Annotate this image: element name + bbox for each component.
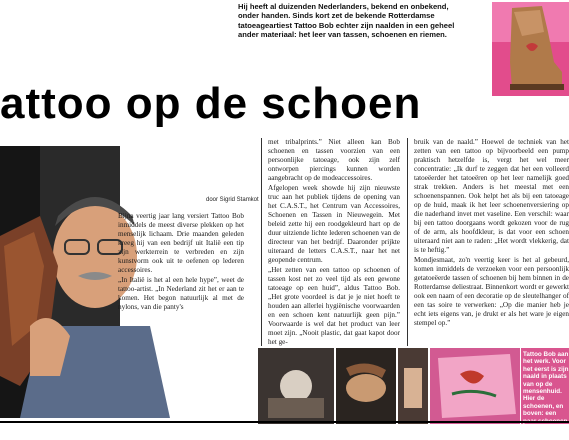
photo-strip-1: [258, 348, 334, 424]
photo-tattooed-boot: [492, 2, 569, 96]
article-column-3: [414, 138, 569, 346]
column-3-paragraph: bruik van de naald.” Hoewel de techniek van het zetten van een tattoo op bijvoorbeeld een pump praktisch hetzelfde is, vergt het wel meer concentratie: „Ik durf te zeggen dat het een volleerd tatoeëerder het tatoeëren op het leer namelijk goed strak trekken. Anders is het meestal met een schoenenspannen. Ook helpt het als bij een tatoeage op de huid, maak ik het leer schoenenversiering op die naderhand invet met vaseline. Een verschil: waar bij een tattoo doorgaans wordt gekozen voor de rug of de arm, als hoofdkleur, is dat voor een schoen uiteraard niet aan te raden: „Het wordt vlekkerig, dat is te heftig.”: [414, 138, 569, 254]
tattooing-shoe-photo-graphic: [336, 348, 396, 424]
article-column-2: [268, 138, 400, 348]
column-2-paragraph: „Het zetten van een tattoo op schoenen of tassen kost net zo veel tijd als een gewone tatoeage op een huid”, aldus Tattoo Bob. „Het grote voordeel is dat je je niet hoeft te houden aan allerlei hygiënische voorwaarden en een schoen kent natuurlijk geen pijn.” Voorwaarde is wel dat het product van leer moet zijn. „Nooit plastic, dat gaat kapot door het ge-: [268, 266, 400, 346]
column-2-paragraph: Afgelopen week showde hij zijn nieuwste truc aan het publiek tijdens de opening van het C.A.S.T., het Centrum van Accessoires, Schoenen en Tassen in Nieuwegein. Met beleid zette hij een roodgekleurd hart op de duur uitziende lichte lederen schoenen van de directeur van het bedrijf. Daaronder prijkte uiteraard de letters C.A.S.T., naar het net geopende centrum.: [268, 184, 400, 264]
workshop-photo-graphic: [258, 348, 334, 424]
hand-needle-photo-graphic: [398, 348, 428, 424]
photo-caption: Tattoo Bob aan het werk. Voor het eerst is zijn naald in plaats van op de mensenhuid. Hier de schoenen, en boven: een van een tas en van een laars.: [523, 351, 569, 440]
column-2-paragraph: met tribalprints.” Niet alleen kan Bob schoenen en tassen voorzien van een persoonlijke tatoeage, ook zijn zelf ontworpen piercings kunnen worden aangebracht op de modeaccessoires.: [268, 138, 400, 182]
tattooed-leather-photo-graphic: [430, 348, 520, 424]
column-1-paragraph: Bijna veertig jaar lang versiert Tattoo Bob inmiddels de meest diverse plekken op het menselijk lichaam. Drie maanden geleden kreeg hij van een bedrijf uit Italië een tip zijn werkterrein te verbreden en zijn kunstvorm ook uit te oefenen op lederen accessoires.: [118, 212, 244, 274]
lead-paragraph: Hij heeft al duizenden Nederlanders, bekend en onbekend, onder handen. Sinds kort zet de bekende Rotterdamse tatoeageartiest Tattoo Bob echter zijn naalden in een geheel ander materiaal: het leer van tassen, schoenen en riemen.: [238, 2, 455, 40]
column-divider: [261, 138, 262, 346]
column-3-paragraph: Mondjesmaat, zo'n veertig keer is het al gebeurd, komen inmiddels de verzoeken voor een persoonlijk getatoeëerde tassen of schoenen bij hem binnen in de Rotterdamse deliestraat. Binnenkort wordt er gewerkt ook een naam of een decoratie op de sleutelhanger of een tas soire te verwerken: „Op die manier heb je echt iets eigens van, je drukt er als het ware je eigen stempel op.”: [414, 256, 569, 327]
column-divider: [407, 138, 408, 346]
boot-photo-graphic: [492, 2, 569, 96]
photo-strip-4: [430, 348, 520, 424]
headline: attoo op de schoen: [0, 79, 422, 128]
column-1-paragraph: „In Italië is het al een hele hype”, weet de tattoo-artist. „In Nederland zit het er aan te komen. Het begon natuurlijk al met de nylons, van die panty's: [118, 276, 244, 311]
byline: door Sigrid Stamkot: [206, 197, 259, 203]
article-column-1: [118, 212, 244, 313]
photo-strip-3: [398, 348, 428, 424]
bottom-rule: [0, 421, 569, 423]
photo-strip-2: [336, 348, 396, 424]
